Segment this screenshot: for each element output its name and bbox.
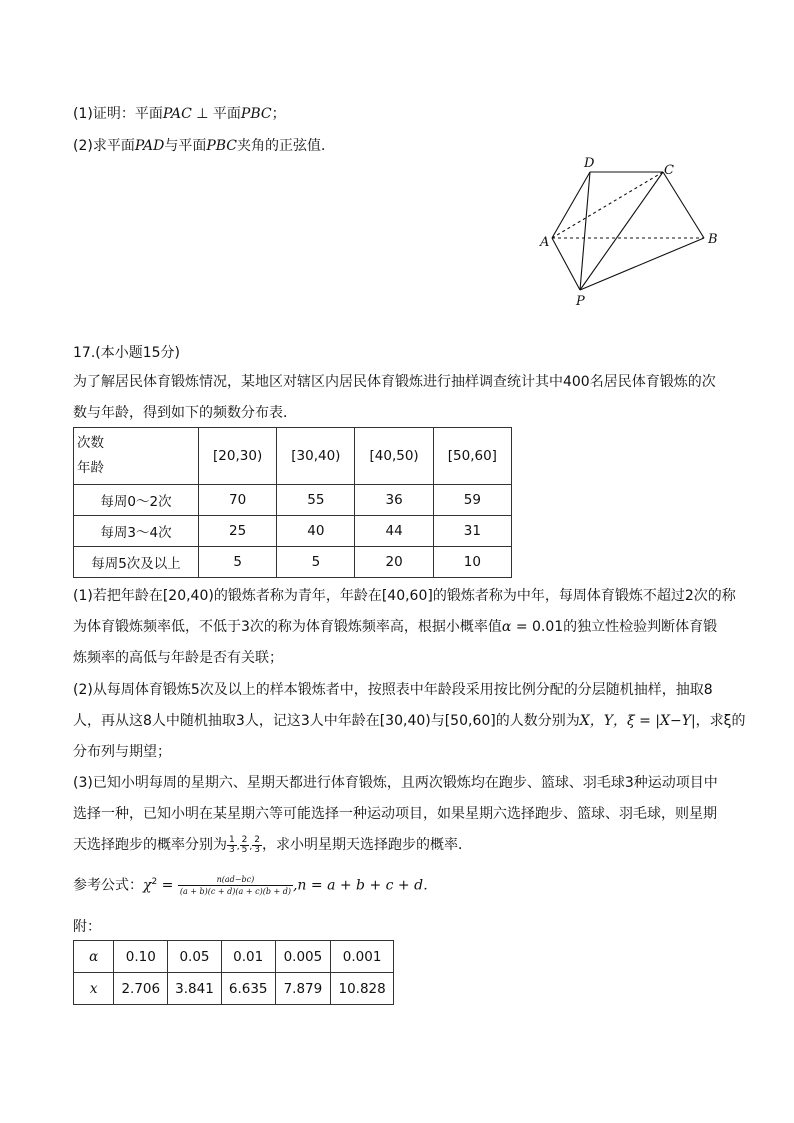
table-cell: 0.01: [221, 941, 275, 973]
formula-rest: ,n = a + b + c + d．: [292, 877, 438, 894]
table-cell: 10.828: [331, 973, 394, 1005]
table-cell: 59: [433, 485, 511, 516]
frequency-table: [73, 427, 512, 578]
table-row: [74, 516, 512, 547]
fraction: [252, 836, 262, 855]
fraction-denominator: 3: [254, 844, 260, 855]
chi-symbol: χ: [143, 877, 152, 894]
column-header: [40,50): [355, 428, 433, 485]
prev-q2-mid: 与平面: [164, 138, 207, 154]
fraction-numerator: 1: [229, 834, 235, 845]
label-a: A: [540, 235, 550, 250]
intro-line-2: 数与年龄，得到如下的频数分布表．: [73, 405, 297, 421]
fraction-denominator: 5: [241, 844, 248, 855]
label-c: C: [664, 163, 674, 178]
row-label: 每周0～2次: [74, 485, 199, 516]
edge-cb: [663, 172, 704, 238]
chi-exponent: 2: [151, 876, 158, 887]
fraction: [227, 836, 237, 855]
x-row-label: x: [74, 973, 114, 1005]
q2-line-1: (2)从每周体育锻炼5次及以上的样本锻炼者中，按照表中年龄段采用按比例分配的分层随机抽样，抽取8: [73, 682, 713, 698]
geometry-figure: [530, 150, 730, 310]
problem-17-header: 17.(本小题15分): [73, 345, 181, 361]
alpha-symbol: α: [501, 619, 512, 635]
q3-line-3-tail: ，求小明星期天选择跑步的概率．: [261, 837, 472, 853]
q1-line-2: [73, 616, 717, 636]
table-row: [74, 547, 512, 578]
table-cell: 36: [355, 485, 433, 516]
critical-value-table: [73, 940, 394, 1005]
q2-line-2: [73, 710, 745, 730]
plane-pad: PAD: [134, 138, 165, 154]
formula-label: 参考公式：: [73, 877, 143, 894]
table-cell: 40: [277, 516, 355, 547]
table-cell: 0.10: [114, 941, 168, 973]
q1-line-2-tail: = 0.01的独立性检验判断体育锻: [511, 619, 718, 635]
perp-symbol: ⊥ 平面: [191, 106, 241, 122]
chi-square-fraction: [178, 874, 293, 897]
q2-line-2-text: 人，再从这8人中随机抽取3人，记这3人中年龄在[30,40)与[50,60]的人数分别为: [73, 713, 580, 729]
prev-q1: [73, 103, 286, 123]
column-header: [50,60]: [433, 428, 511, 485]
q3-line-1: (3)已知小明每周的星期六、星期天都进行体育锻炼，且两次锻炼均在跑步、篮球、羽毛球3种运动项目中: [73, 775, 718, 791]
table-row: [74, 485, 512, 516]
row-label: 每周3～4次: [74, 516, 199, 547]
q3-line-3-text: 天选择跑步的概率分别为: [73, 837, 227, 853]
appendix-label: 附：: [73, 919, 101, 935]
table-header-row: [74, 428, 512, 485]
q3-line-2: 选择一种，已知小明在某星期六等可能选择一种运动项目，如果星期六选择跑步、篮球、羽毛球，则星期: [73, 806, 717, 822]
plane-pbc: PBC: [240, 106, 272, 122]
row-label: 每周5次及以上: [74, 547, 199, 578]
fraction: [240, 836, 250, 855]
table-cell: 5: [199, 547, 277, 578]
q1-line-3: 炼频率的高低与年龄是否有关联；: [73, 650, 283, 666]
q2-line-2-tail: ，求ξ的: [695, 713, 746, 729]
table-cell: 10: [433, 547, 511, 578]
q2-line-3: 分布列与期望；: [73, 744, 171, 760]
corner-cell: [74, 428, 199, 485]
prev-q2: [73, 135, 335, 155]
table-row: [74, 973, 394, 1005]
intro-line-1: 为了解居民体育锻炼情况，某地区对辖区内居民体育锻炼进行抽样调查统计其中400名居民体育锻炼的次: [73, 374, 716, 390]
table-cell: 55: [277, 485, 355, 516]
edge-ap: [552, 238, 580, 290]
q1-line-1: (1)若把年龄在[20,40)的锻炼者称为青年，年龄在[40,60]的锻炼者称为中年，每周体育锻炼不超过2次的称: [73, 588, 736, 604]
table-cell: 2.706: [114, 973, 168, 1005]
q3-line-3: 天选择跑步的概率分别为 $\frac{1}{3}$ , $\frac{2}{5}$ , $\frac{2}{3}$ ，求小明星期天选择跑步的概率．: [73, 834, 472, 855]
edge-dp: [580, 172, 590, 290]
xi-definition: X，Y，ξ = |X−Y|: [579, 713, 696, 729]
fraction-denominator: 3: [229, 844, 235, 855]
label-p: P: [576, 294, 585, 309]
formula-numerator: n(ad−bc): [178, 874, 293, 886]
plane-pbc-2: PBC: [206, 138, 238, 154]
plane-pac: PAC: [162, 106, 192, 122]
fraction-numerator: 2: [241, 834, 248, 845]
column-header: [20,30): [199, 428, 277, 485]
fraction-numerator: 2: [254, 834, 260, 845]
reference-formula: 参考公式：$\chi^2$ = $\frac{n(ad-bc)}{(a + b)(c + d)(a + c)(b + d)}$ ,n = a + b + c + d．: [73, 875, 438, 896]
table-cell: 70: [199, 485, 277, 516]
formula-denominator: (a + b)(c + d)(a + c)(b + d): [179, 887, 291, 896]
label-d: D: [584, 156, 595, 171]
column-header: [30,40): [277, 428, 355, 485]
table-row: [74, 941, 394, 973]
table-cell: 20: [355, 547, 433, 578]
q1-line-2-text: 为体育锻炼频率低，不低于3次的称为体育锻炼频率高，根据小概率值: [73, 619, 502, 635]
table-cell: 31: [433, 516, 511, 547]
edge-da: [552, 172, 590, 238]
label-b: B: [708, 232, 718, 247]
prev-q1-end: ；: [271, 106, 286, 122]
table-cell: 5: [277, 547, 355, 578]
table-cell: 0.005: [275, 941, 331, 973]
table-cell: 7.879: [275, 973, 331, 1005]
prev-q1-text: (1)证明：平面: [73, 106, 163, 122]
table-cell: 25: [199, 516, 277, 547]
alpha-row-label: α: [74, 941, 114, 973]
table-cell: 6.635: [221, 973, 275, 1005]
table-cell: 0.001: [331, 941, 394, 973]
corner-bottom-label: 年龄: [77, 460, 104, 476]
edge-ac-dashed: [552, 172, 663, 238]
prev-q2-text: (2)求平面: [73, 138, 135, 154]
table-cell: 3.841: [168, 973, 222, 1005]
table-cell: 0.05: [168, 941, 222, 973]
prev-q2-end: 夹角的正弦值．: [237, 138, 336, 154]
table-cell: 44: [355, 516, 433, 547]
corner-top-label: 次数: [77, 435, 104, 451]
